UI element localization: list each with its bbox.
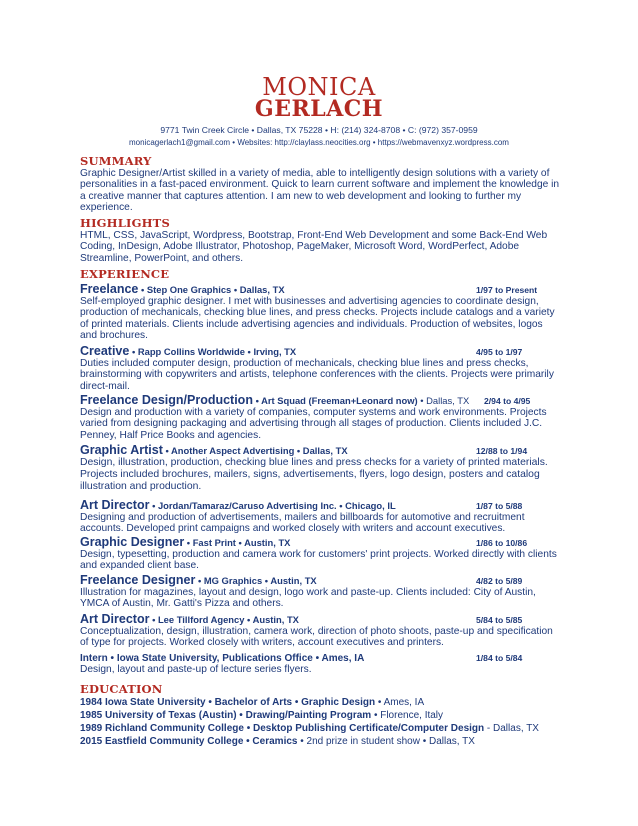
job-company: • Jordan/Tamaraz/Caruso Advertising Inc. • Chicago, IL <box>149 500 396 511</box>
experience-heading: EXPERIENCE <box>80 267 170 281</box>
job-location: • Dallas, TX <box>417 395 470 406</box>
job-dates: 1/84 to 5/84 <box>476 653 523 663</box>
job-description: Illustration for magazines, layout and design, logo work and paste-up. Clients included: City of Austin, YMCA of Austin, Mr. Gatti's Pizza and others. <box>80 587 536 610</box>
job-dates: 1/97 to Present <box>476 285 538 295</box>
highlights-heading: HIGHLIGHTS <box>80 216 170 230</box>
contact-line-web: monicagerlach1@gmail.com • Websites: http://claylass.neocities.org • https://webmavenxyz.wordpress.com <box>129 138 509 147</box>
job-title: Art Director <box>80 498 150 512</box>
education-degree: 1989 Richland Community College • Desktop Publishing Certificate/Computer Design <box>80 723 485 734</box>
last-name: GERLACH <box>254 96 384 122</box>
job-description: Conceptualization, design, illustration, camera work, direction of photo shoots, paste-up and specification of type for projects. Worked closely with writers, account executives and printers. <box>80 626 553 649</box>
job-title: Graphic Artist <box>80 443 163 457</box>
job-dates: 1/86 to 10/86 <box>476 538 528 548</box>
job-company: • Fast Print • Austin, TX <box>184 537 291 548</box>
job-company: • Another Aspect Advertising • Dallas, TX <box>162 445 348 456</box>
job-company: • Step One Graphics • Dallas, TX <box>138 284 285 295</box>
job-description: Self-employed graphic designer. I met with businesses and advertising agencies to coordinate design, production of mechanicals, checking blue lines, and press checks. Projects include catalogs and a variety of printed materials. Clients include advertising agencies and individuals. Production of websites, logos and brochures. <box>80 296 555 342</box>
education-location: - Dallas, TX <box>484 723 539 734</box>
education-degree: 1985 University of Texas (Austin) • Drawing/Painting Program <box>80 710 372 721</box>
education-location: • Ames, IA <box>375 697 425 708</box>
job-title: Freelance <box>80 282 139 296</box>
job-title: Freelance Design/Production <box>80 393 253 407</box>
summary-heading: SUMMARY <box>80 154 152 168</box>
job-company: • Rapp Collins Worldwide • Irving, TX <box>129 346 297 357</box>
education-item <box>80 736 560 748</box>
highlights-text: HTML, CSS, JavaScript, Wordpress, Bootstrap, Front-End Web Development and some Back-End Web Coding, InDesign, Adobe Illustrator, Photoshop, PageMaker, Microsoft Word, WordPerfect, Adobe Streamline, PowerPoint, and others. <box>80 230 548 264</box>
job-title: Graphic Designer <box>80 535 185 549</box>
education-item <box>80 710 560 722</box>
job-description: Duties included computer design, production of mechanicals, checking blue lines and press checks, brainstorming with copywriters and artists, telephone conferences with the clients. Projects were primarily direct-mail. <box>80 358 554 392</box>
job-title: Intern • Iowa State University, Publications Office • Ames, IA <box>80 653 365 664</box>
job-company: • MG Graphics • Austin, TX <box>195 575 317 586</box>
education-item <box>80 723 560 735</box>
education-item <box>80 697 560 709</box>
education-location: • Florence, Italy <box>371 710 444 721</box>
job-company: • Lee Tillford Agency • Austin, TX <box>149 614 299 625</box>
job-title: Creative <box>80 344 130 358</box>
job-dates: 2/94 to 4/95 <box>484 396 531 406</box>
job-dates: 1/87 to 5/88 <box>476 501 523 511</box>
job-title: Art Director <box>80 612 150 626</box>
job-dates: 12/88 to 1/94 <box>476 446 528 456</box>
job-company: • Art Squad (Freeman+Leonard now) <box>252 395 418 406</box>
education-degree: 1984 Iowa State University • Bachelor of Arts • Graphic Design <box>80 697 376 708</box>
education-location: • 2nd prize in student show • Dallas, TX <box>297 736 475 747</box>
contact-line-address: 9771 Twin Creek Circle • Dallas, TX 75228 • H: (214) 324-8708 • C: (972) 357-0959 <box>160 125 478 135</box>
job-description: Design, illustration, production, checking blue lines and press checks for a variety of printed materials. Projects included brochures, mailers, signs, advertisements, flyers, logo design, posters and catalog illustration and production. <box>80 457 548 493</box>
job-description: Design, typesetting, production and camera work for customers' print projects. Worked directly with clients and expanded client base. <box>80 549 557 572</box>
education-degree: 2015 Eastfield Community College • Ceramics <box>80 736 298 747</box>
job-description: Design and production with a variety of companies, computer systems and work environments. Projects varied from designing packaging and advertising through all stages of production. Clients included J.C. Penney, Half Price Books and agencies. <box>80 407 547 441</box>
summary-text: Graphic Designer/Artist skilled in a variety of media, able to intelligently design solutions with a variety of personalities in a fast-paced environment. Quick to learn current software and implement the knowledge in a creative manner that captures attention. I am new to web development and looking to further my experience. <box>80 168 560 214</box>
job-description: Designing and production of advertisements, mailers and billboards for automotive and recruitment accounts. Developed print campaigns and worked closely with writers and account executives. <box>80 512 525 535</box>
job-dates: 4/95 to 1/97 <box>476 347 523 357</box>
job-title: Freelance Designer <box>80 573 196 587</box>
job-dates: 5/84 to 5/85 <box>476 615 523 625</box>
first-name: MONICA <box>262 73 376 101</box>
job-description: Design, layout and paste-up of lecture series flyers. <box>80 664 312 675</box>
education-heading: EDUCATION <box>80 682 163 696</box>
job-dates: 4/82 to 5/89 <box>476 576 523 586</box>
